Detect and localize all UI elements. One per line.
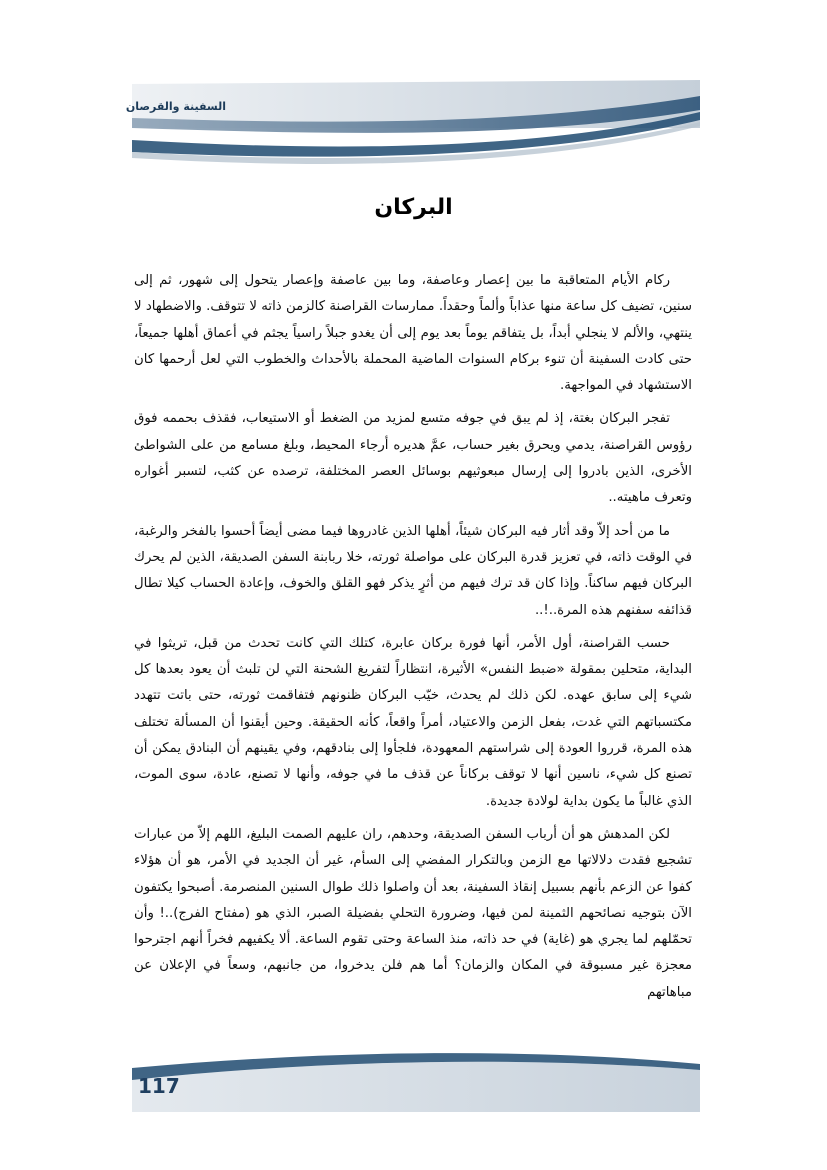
paragraph-1: ركام الأيام المتعاقبة ما بين إعصار وعاصفة، وما بين عاصفة وإعصار يتحول إلى شهور، ثم إلى سنين، تضيف كل ساعة منها عذاباً وألماً وحقداً. ممارسات القراصنة كالزمن ذاته لا تتوقف. والاضطهاد لا ينتهي، والألم لا ينجلي أبداً، بل يتفاقم يوماً بعد يوم إلى أن يغدو جبلاً راسياً يجثم في أعماق أهلها جميعاً، حتى كادت السفينة أن تنوء بركام السنوات الماضية المحملة بالأحداث والخطوب التي لعل أرحمها كان الاستشهاد في المواجهة.	[134, 273, 692, 394]
paragraph-4: حسب القراصنة، أول الأمر، أنها فورة بركان عابرة، كتلك التي كانت تحدث من قبل، تريثوا في البداية، متحلين بمقولة «ضبط النفس» الأثيرة، انتظاراً لتفريغ الشحنة التي لن تلبث أن يعود بعدها كل شيء إلى سابق عهده. لكن ذلك لم يحدث، خيّب البركان ظنونهم فتفاقمت ثورته، حتى باتت تتهدد مكتسباتهم التي غدت، بفعل الزمن والاعتياد، أمراً واقعاً، كأنه الحقيقة. وحين أيقنوا أن المسألة تختلف هذه المرة، قرروا العودة إلى شراستهم المعهودة، فلجأوا إلى بنادقهم، وفي يقينهم أن البنادق يمكن أن تصنع كل شيء، ناسين أنها لا توقف بركاناً عن قذف ما في جوفه، وأنها لا تصنع، عادة، سوى الموت، الذي غالباً ما يكون بداية لولادة جديدة.	[134, 635, 692, 809]
paragraph-2: تفجر البركان بغتة، إذ لم يبق في جوفه متسع لمزيد من الضغط أو الاستيعاب، فقذف بحممه فوق رؤوس القراصنة، يدمي ويحرق بغير حساب، عمَّ هديره أرجاء المحيط، وبلغ مسامع من على الشواطئ الأخرى، الذين بادروا إلى إرسال مبعوثيهم بوسائل العصر المختلفة، ترصده عن كثب، لتسبر أغواره وتعرف ماهيته..	[134, 411, 692, 506]
header-band	[0, 0, 827, 170]
page-number: 117	[138, 1074, 180, 1098]
paragraph-5: لكن المدهش هو أن أرباب السفن الصديقة، وحدهم، ران عليهم الصمت البليغ، اللهم إلاّ من عبارات تشجيع فقدت دلالاتها مع الزمن وبالتكرار المفضي إلى السأم، غير أن الجديد في الأمر، هو أن هؤلاء كفوا عن الزعم بأنهم بسبيل إنقاذ السفينة، بعد أن واصلوا ذلك طوال السنين المنصرمة. أصبحوا يكتفون الآن بتوجيه نصائحهم الثمينة لمن فيها، وضرورة التحلي بفضيلة الصبر، الذي هو (مفتاح الفرج)..! وأن تحمّلهم لما يجري هو (غاية) في حد ذاته، منذ الساعة وحتى تقوم الساعة. ألا يكفيهم فخراً أنهم اجترحوا معجزة غير مسبوقة في المكان والزمان؟ أما هم فلن يدخروا، من جانبهم، وسعاً في الإعلان عن مباهاتهم	[134, 826, 692, 1000]
article-body	[134, 268, 692, 1013]
paragraph-3: ما من أحد إلاّ وقد أثار فيه البركان شيئاً، أهلها الذين غادروها فيما مضى أيضاً أحسوا بالفخر والرغبة، في الوقت ذاته، في تعزيز قدرة البركان على مواصلة ثورته، خلا ربابنة السفن الصديقة، الذين لم يحرك البركان فيهم ساكناً. وإذا كان قد ترك فيهم من أثرٍ يذكر فهو القلق والخوف، وإعادة الحساب كيلا تطال قذائفه سفنهم هذه المرة..!..	[134, 523, 692, 618]
running-header: السفينة والقرصان	[125, 100, 226, 113]
page-title: البركان	[374, 194, 453, 220]
footer-band	[0, 1050, 827, 1170]
